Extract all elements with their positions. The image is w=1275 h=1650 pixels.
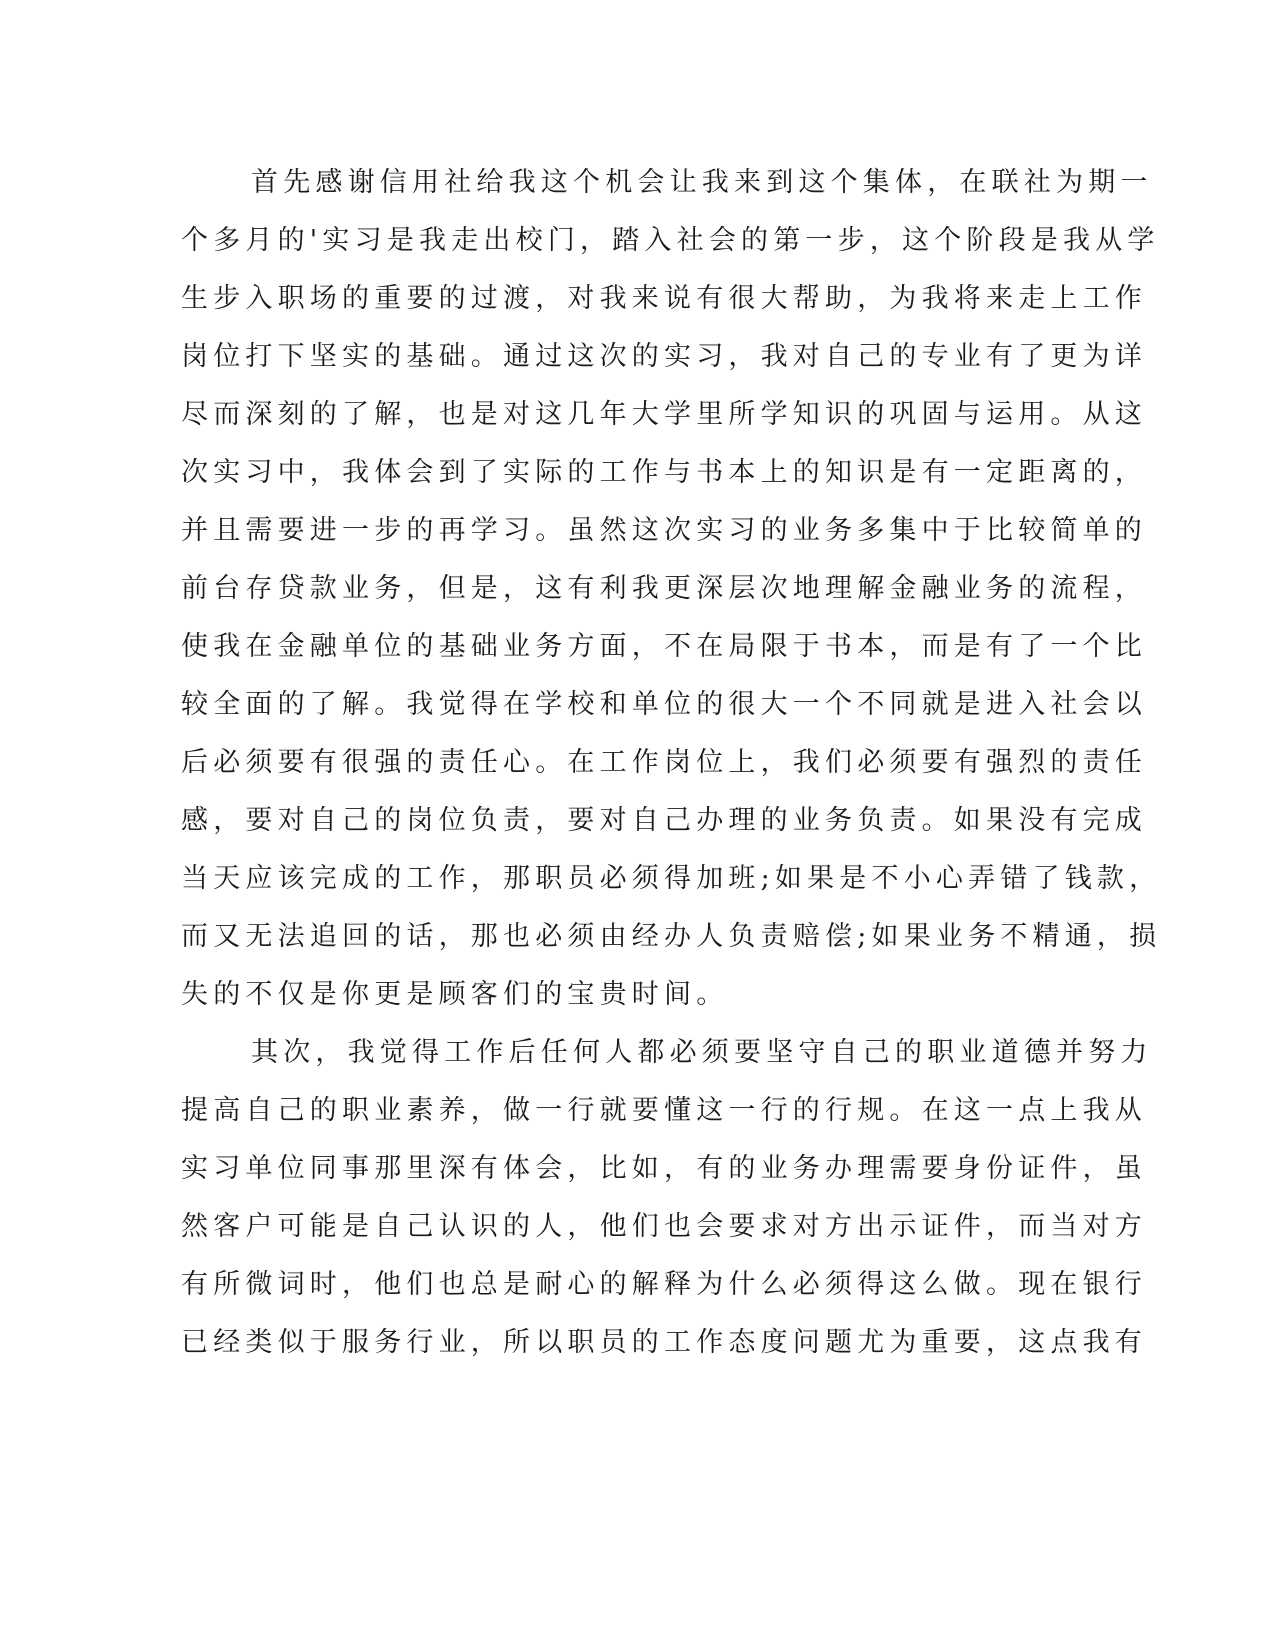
paragraph-1-line-5: 尽而深刻的了解，也是对这几年大学里所学知识的巩固与运用。从这 [181, 399, 1147, 430]
paragraph-1-line-2: 个多月的'实习是我走出校门，踏入社会的第一步，这个阶段是我从学 [181, 225, 1160, 256]
paragraph-2-line-2: 提高自己的职业素养，做一行就要懂这一行的行规。在这一点上我从 [181, 1095, 1147, 1126]
paragraph-1-line-10: 较全面的了解。我觉得在学校和单位的很大一个不同就是进入社会以 [181, 689, 1147, 720]
paragraph-1-line-12: 感，要对自己的岗位负责，要对自己办理的业务负责。如果没有完成 [181, 805, 1147, 836]
paragraph-1-line-14: 而又无法追回的话，那也必须由经办人负责赔偿;如果业务不精通，损 [181, 921, 1162, 952]
paragraph-1-line-3: 生步入职场的重要的过渡，对我来说有很大帮助，为我将来走上工作 [181, 283, 1147, 314]
paragraph-1-line-8: 前台存贷款业务，但是，这有利我更深层次地理解金融业务的流程， [181, 573, 1147, 604]
paragraph-1-line-1: 首先感谢信用社给我这个机会让我来到这个集体，在联社为期一 [251, 167, 1153, 198]
paragraph-1-line-15: 失的不仅是你更是顾客们的宝贵时间。 [181, 979, 729, 1010]
paragraph-2-line-3: 实习单位同事那里深有体会，比如，有的业务办理需要身份证件，虽 [181, 1153, 1147, 1184]
paragraph-1-line-7: 并且需要进一步的再学习。虽然这次实习的业务多集中于比较简单的 [181, 515, 1147, 546]
paragraph-1-line-9: 使我在金融单位的基础业务方面，不在局限于书本，而是有了一个比 [181, 631, 1147, 662]
paragraph-2-line-5: 有所微词时，他们也总是耐心的解释为什么必须得这么做。现在银行 [181, 1269, 1147, 1300]
paragraph-1-line-11: 后必须要有很强的责任心。在工作岗位上，我们必须要有强烈的责任 [181, 747, 1147, 778]
paragraph-2-line-6: 已经类似于服务行业，所以职员的工作态度问题尤为重要，这点我有 [181, 1327, 1147, 1358]
paragraph-2-line-4: 然客户可能是自己认识的人，他们也会要求对方出示证件，而当对方 [181, 1211, 1147, 1242]
paragraph-2-line-1: 其次，我觉得工作后任何人都必须要坚守自己的职业道德并努力 [251, 1037, 1153, 1068]
paragraph-1-line-4: 岗位打下坚实的基础。通过这次的实习，我对自己的专业有了更为详 [181, 341, 1147, 372]
paragraph-1-line-6: 次实习中，我体会到了实际的工作与书本上的知识是有一定距离的， [181, 457, 1147, 488]
paragraph-1-line-13: 当天应该完成的工作，那职员必须得加班;如果是不小心弄错了钱款， [181, 863, 1162, 894]
